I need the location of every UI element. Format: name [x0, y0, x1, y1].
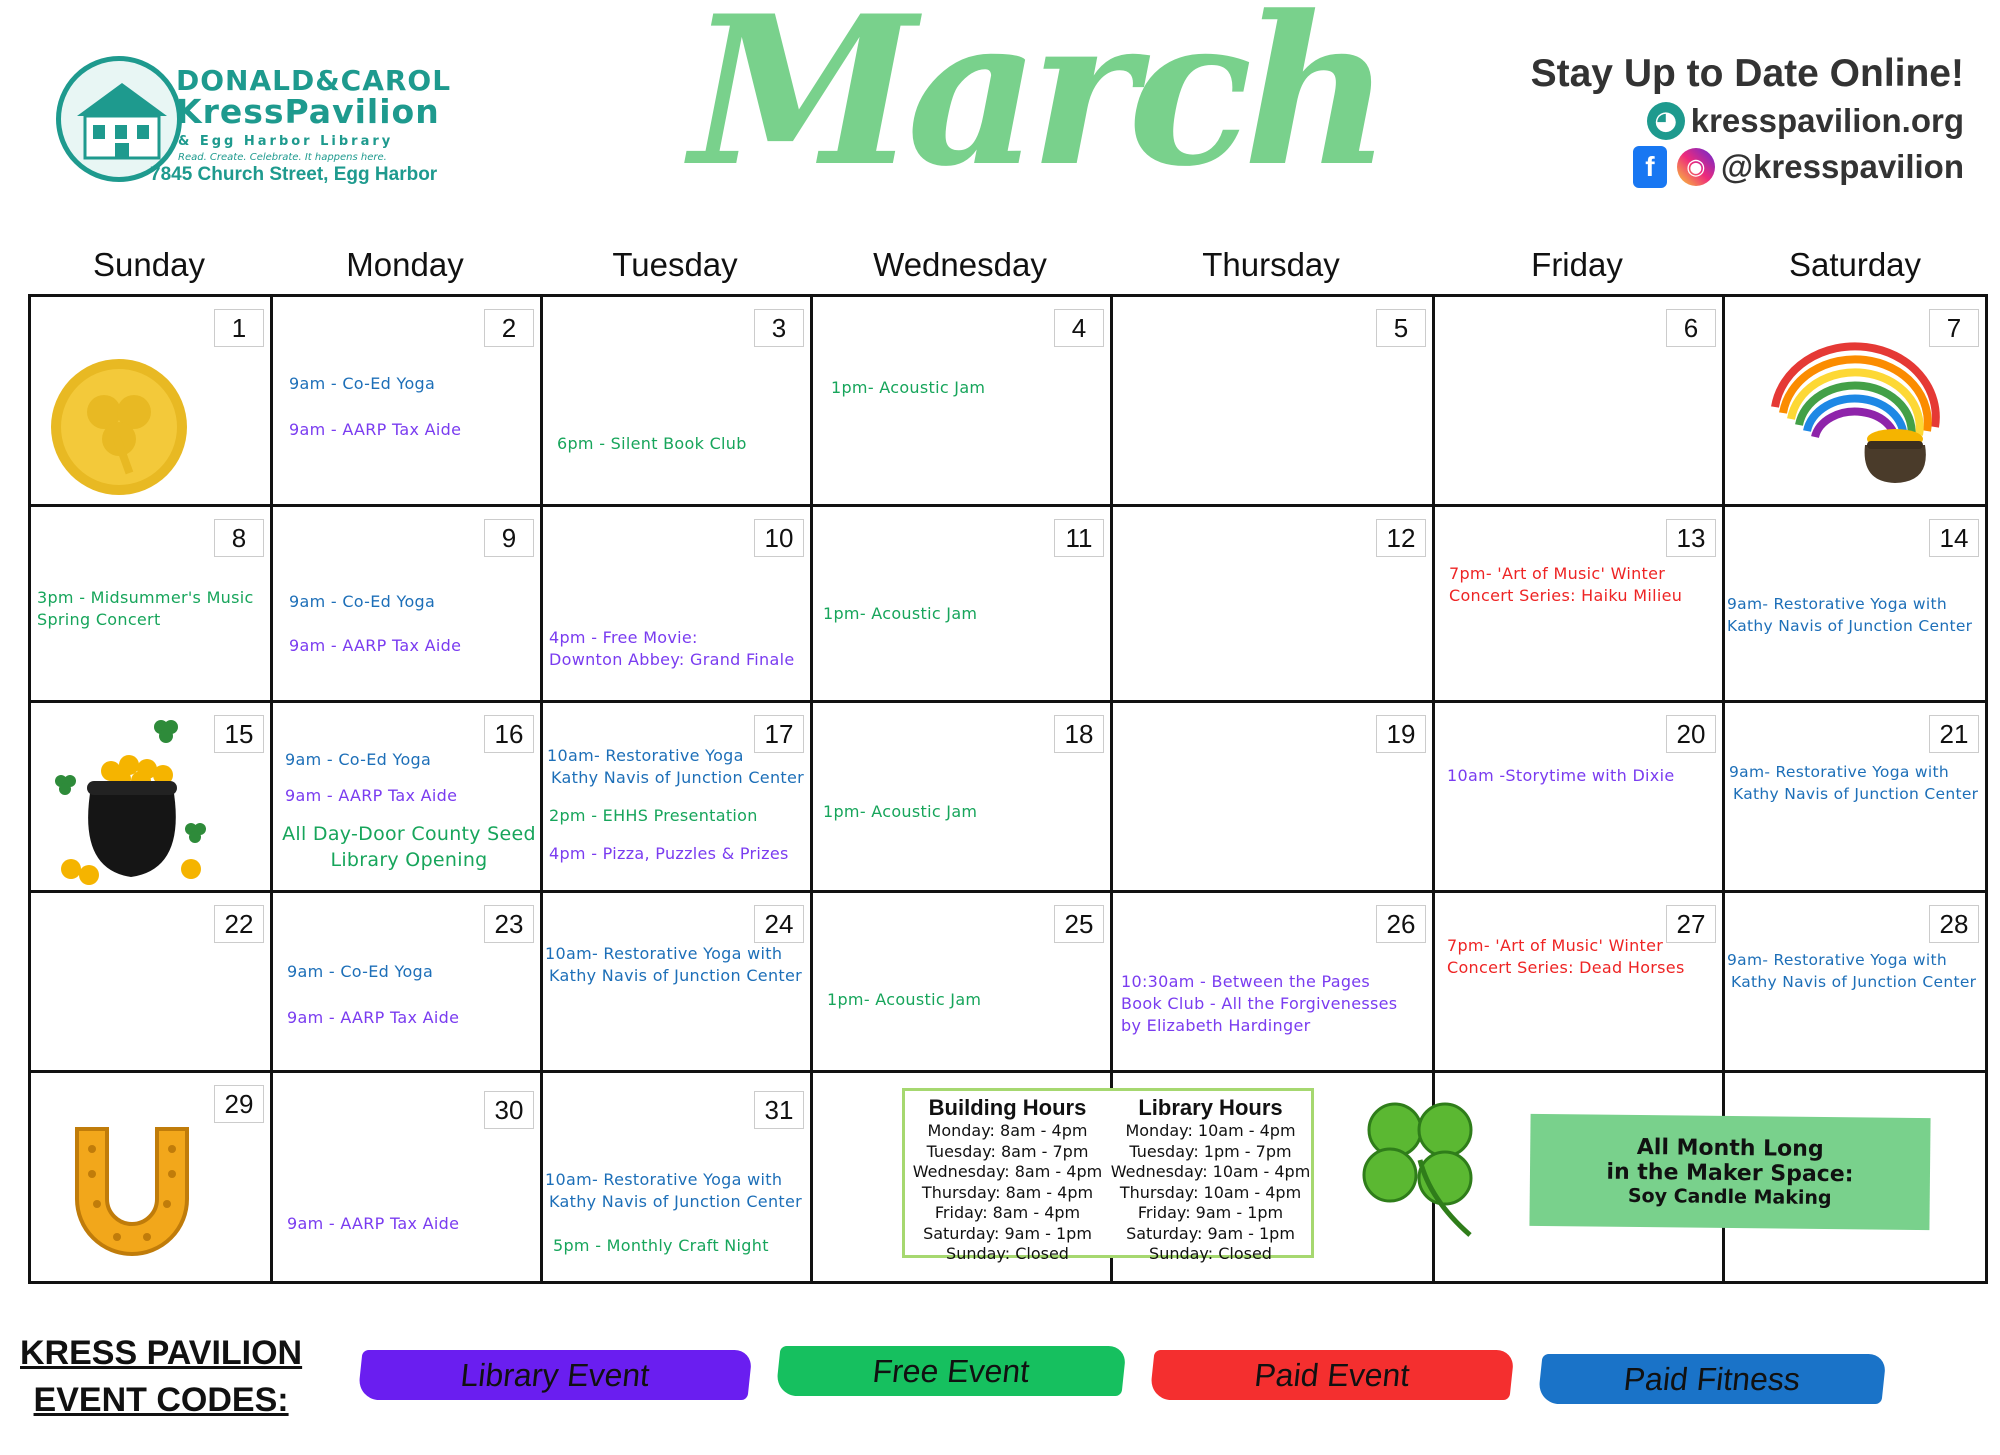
event-item[interactable]: 9am - AARP Tax Aide [289, 420, 462, 439]
day-number: 19 [1376, 715, 1426, 753]
day-number: 29 [214, 1085, 264, 1123]
event-item[interactable]: 9am - Co-Ed Yoga [287, 962, 434, 981]
event-item[interactable]: 1pm- Acoustic Jam [823, 604, 978, 623]
event-item[interactable]: 10am- Restorative Yoga with [545, 1170, 783, 1189]
weekday-friday: Friday [1531, 246, 1623, 283]
day-cell-2[interactable] [270, 294, 543, 507]
event-item[interactable]: 9am- Restorative Yoga with [1727, 595, 1947, 613]
day-number: 16 [484, 715, 534, 753]
building-hours-line: Thursday: 8am - 4pm [921, 1182, 1094, 1202]
day-cell-1[interactable] [28, 294, 273, 507]
event-item[interactable]: 1pm- Acoustic Jam [827, 990, 982, 1009]
facebook-icon[interactable]: f [1633, 146, 1667, 188]
day-cell-14[interactable] [1722, 504, 1988, 703]
day-number: 18 [1054, 715, 1104, 753]
day-number: 14 [1929, 519, 1979, 557]
day-number: 8 [214, 519, 264, 557]
gold-coin-shamrock-icon [49, 357, 189, 497]
event-item[interactable]: 10am- Restorative Yoga [547, 746, 744, 765]
legend-paid-fitness: Paid Fitness [1537, 1354, 1886, 1404]
day-number: 17 [754, 715, 804, 753]
event-item[interactable]: 10am -Storytime with Dixie [1447, 766, 1675, 785]
logo-tagline: Read. Create. Celebrate. It happens here. [178, 152, 387, 163]
weekday-sunday: Sunday [93, 246, 205, 283]
building-hours-line: Tuesday: 8am - 7pm [926, 1141, 1089, 1161]
event-item[interactable]: Kathy Navis of Junction Center [1727, 617, 1973, 635]
day-cell-6[interactable] [1432, 294, 1725, 507]
day-cell-19[interactable] [1110, 700, 1435, 893]
event-item[interactable]: Book Club - All the Forgivenesses [1121, 994, 1398, 1013]
day-cell-21[interactable] [1722, 700, 1988, 893]
event-item[interactable]: Downton Abbey: Grand Finale [549, 650, 795, 669]
day-number: 27 [1666, 905, 1716, 943]
day-number: 13 [1666, 519, 1716, 557]
event-item[interactable]: 4pm - Free Movie: [549, 628, 698, 647]
rainbow-pot-icon [1765, 317, 1955, 487]
event-codes-title-line2: EVENT CODES: [33, 1381, 289, 1419]
event-item[interactable]: Kathy Navis of Junction Center [549, 966, 802, 985]
day-number: 22 [214, 905, 264, 943]
event-item[interactable]: 10am- Restorative Yoga with [545, 944, 783, 963]
horseshoe-icon [57, 1119, 207, 1269]
building-hours [905, 1095, 1110, 1265]
day-number: 26 [1376, 905, 1426, 943]
day-number: 15 [214, 715, 264, 753]
maker-line1: All Month Long [1636, 1135, 1824, 1162]
event-item[interactable]: 7pm- 'Art of Music' Winter [1449, 564, 1666, 583]
logo-line3: & Egg Harbor Library [178, 134, 394, 149]
day-cell-4[interactable] [810, 294, 1113, 507]
social-handle[interactable]: @kresspavilion [1720, 148, 1964, 185]
logo-line1: DONALD&CAROL [176, 64, 452, 97]
event-item[interactable]: 9am - Co-Ed Yoga [285, 750, 432, 769]
event-codes-title-line1: KRESS PAVILION [20, 1334, 303, 1372]
event-item[interactable]: 1pm- Acoustic Jam [831, 378, 986, 397]
weekday-header-row [28, 246, 1988, 290]
online-title: Stay Up to Date Online! [1530, 52, 1964, 95]
event-item[interactable]: 9am - Co-Ed Yoga [289, 592, 436, 611]
day-cell-8[interactable] [28, 504, 273, 703]
event-item[interactable]: Kathy Navis of Junction Center [549, 1192, 802, 1211]
building-hours-line: Monday: 8am - 4pm [927, 1121, 1088, 1140]
event-codes-title [20, 1330, 302, 1424]
day-cell-5[interactable] [1110, 294, 1435, 507]
event-item[interactable]: 5pm - Monthly Craft Night [553, 1236, 769, 1255]
day-cell-31[interactable] [540, 1070, 813, 1284]
weekday-monday: Monday [346, 246, 464, 283]
event-item[interactable]: 9am - Co-Ed Yoga [289, 374, 436, 393]
online-block [1531, 52, 1964, 188]
day-number: 12 [1376, 519, 1426, 557]
day-number: 10 [754, 519, 804, 557]
day-number: 5 [1376, 309, 1426, 347]
day-cell-7[interactable] [1722, 294, 1988, 507]
pot-of-gold-icon [41, 709, 221, 889]
event-item[interactable]: All Day-Door County Seed Library Opening [282, 823, 536, 871]
event-item[interactable]: Kathy Navis of Junction Center [1731, 973, 1977, 991]
day-cell-23[interactable] [270, 890, 543, 1073]
legend-free-event: Free Event [775, 1346, 1126, 1396]
day-number: 3 [754, 309, 804, 347]
day-number: 23 [484, 905, 534, 943]
day-cell-28[interactable] [1722, 890, 1988, 1073]
library-hours-title: Library Hours [1138, 1095, 1283, 1120]
logo-line2: KressPavilion [176, 92, 440, 131]
day-cell-10[interactable] [540, 504, 813, 703]
event-item[interactable]: Kathy Navis of Junction Center [1733, 785, 1979, 803]
day-cell-11[interactable] [810, 504, 1113, 703]
globe-icon: ◕ [1647, 102, 1685, 140]
day-cell-29[interactable] [28, 1070, 273, 1284]
event-item[interactable]: 1pm- Acoustic Jam [823, 802, 978, 821]
building-hours-line: Wednesday: 8am - 4pm [912, 1162, 1103, 1181]
legend-library-event: Library Event [357, 1350, 752, 1400]
day-number: 21 [1929, 715, 1979, 753]
library-hours-line: Tuesday: 1pm - 7pm [1129, 1141, 1292, 1161]
day-number: 20 [1666, 715, 1716, 753]
weekday-tuesday: Tuesday [612, 246, 738, 283]
address-text: 7845 Church Street, Egg Harbor [150, 164, 438, 185]
weekday-wednesday: Wednesday [873, 246, 1047, 283]
day-number: 31 [754, 1091, 804, 1129]
maker-line2: in the Maker Space: [1606, 1159, 1854, 1188]
library-hours-line: Saturday: 9am - 1pm [1126, 1223, 1295, 1243]
day-number: 30 [484, 1091, 534, 1129]
legend-paid-event: Paid Event [1149, 1350, 1514, 1400]
day-number: 24 [754, 905, 804, 943]
day-cell-30[interactable] [270, 1070, 543, 1284]
day-number: 7 [1929, 309, 1979, 347]
day-cell-20[interactable] [1432, 700, 1725, 893]
hours-box [902, 1088, 1314, 1263]
day-cell-17[interactable] [540, 700, 813, 893]
building-hours-title: Building Hours [928, 1095, 1087, 1120]
clover-icon [1350, 1090, 1490, 1240]
event-item[interactable]: 9am - AARP Tax Aide [285, 786, 458, 805]
building-hours-line: Saturday: 9am - 1pm [923, 1223, 1092, 1243]
weekday-thursday: Thursday [1202, 246, 1340, 283]
event-item[interactable]: 9am- Restorative Yoga with [1727, 951, 1947, 969]
day-cell-15[interactable] [28, 700, 273, 893]
event-item[interactable]: by Elizabeth Hardinger [1121, 1016, 1311, 1035]
maker-line3: Soy Candle Making [1627, 1184, 1832, 1210]
day-number: 25 [1054, 905, 1104, 943]
day-cell-3[interactable] [540, 294, 813, 507]
library-hours-line: Sunday: Closed [1149, 1244, 1272, 1263]
day-cell-9[interactable] [270, 504, 543, 703]
day-number: 6 [1666, 309, 1716, 347]
day-cell-12[interactable] [1110, 504, 1435, 703]
building-hours-line: Friday: 8am - 4pm [934, 1203, 1081, 1222]
event-item[interactable]: 4pm - Pizza, Puzzles & Prizes [549, 844, 789, 863]
event-item[interactable]: Concert Series: Haiku Milieu [1449, 586, 1683, 605]
event-item[interactable]: Kathy Navis of Junction Center [551, 768, 804, 787]
day-number: 1 [214, 309, 264, 347]
day-cell-18[interactable] [810, 700, 1113, 893]
event-item[interactable]: 2pm - EHHS Presentation [549, 806, 758, 825]
library-hours [1108, 1095, 1313, 1265]
library-hours-line: Thursday: 10am - 4pm [1119, 1182, 1302, 1202]
day-cell-25[interactable] [810, 890, 1113, 1073]
day-cell-26[interactable] [1110, 890, 1435, 1073]
event-item[interactable]: 9am - AARP Tax Aide [287, 1214, 460, 1233]
day-number: 4 [1054, 309, 1104, 347]
library-hours-line: Friday: 9am - 1pm [1137, 1203, 1284, 1222]
event-item[interactable]: 9am - AARP Tax Aide [289, 636, 462, 655]
maker-space-banner [1529, 1114, 1930, 1230]
day-number: 28 [1929, 905, 1979, 943]
website-link[interactable]: kresspavilion.org [1690, 102, 1964, 139]
instagram-icon[interactable]: ◉ [1677, 148, 1715, 186]
event-item[interactable]: 9am- Restorative Yoga with [1729, 763, 1949, 781]
day-cell-16[interactable] [270, 700, 543, 893]
event-item[interactable]: 6pm - Silent Book Club [557, 434, 747, 453]
day-cell-13[interactable] [1432, 504, 1725, 703]
building-hours-line: Sunday: Closed [946, 1244, 1069, 1263]
event-item[interactable]: 10:30am - Between the Pages [1121, 972, 1371, 991]
day-cell-24[interactable] [540, 890, 813, 1073]
library-hours-line: Wednesday: 10am - 4pm [1110, 1162, 1311, 1181]
library-hours-line: Monday: 10am - 4pm [1125, 1121, 1296, 1140]
month-title: March [690, 0, 1382, 212]
event-item[interactable]: 3pm - Midsummer's Music Spring Concert [37, 588, 254, 629]
weekday-saturday: Saturday [1788, 246, 1922, 283]
day-cell-22[interactable] [28, 890, 273, 1073]
day-number: 2 [484, 309, 534, 347]
day-number: 9 [484, 519, 534, 557]
event-item[interactable]: Concert Series: Dead Horses [1447, 958, 1685, 977]
event-item[interactable]: 7pm- 'Art of Music' Winter [1447, 936, 1664, 955]
day-number: 11 [1054, 519, 1104, 557]
day-cell-27[interactable] [1432, 890, 1725, 1073]
event-item[interactable]: 9am - AARP Tax Aide [287, 1008, 460, 1027]
